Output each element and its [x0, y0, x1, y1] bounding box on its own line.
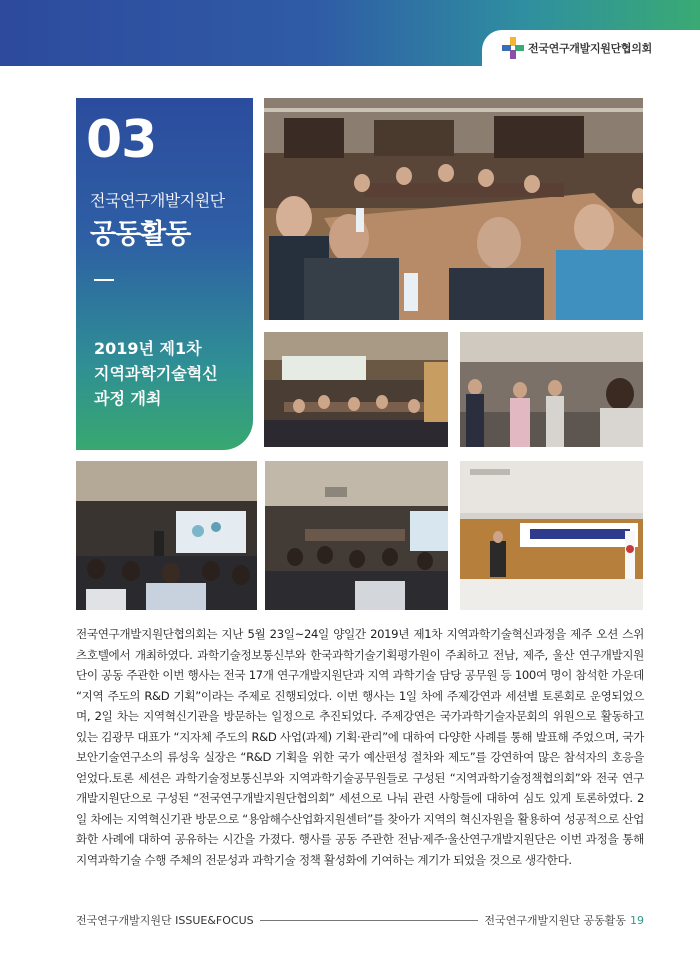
section-title-panel — [76, 98, 253, 450]
photo-roundtable-meeting — [264, 98, 643, 320]
page-number: 19 — [630, 913, 644, 927]
event-title — [94, 336, 218, 411]
page-footer — [76, 912, 644, 928]
org-logo-icon — [502, 37, 524, 59]
section-subtitle: 전국연구개발지원단 — [90, 191, 225, 210]
section-divider — [94, 279, 114, 281]
event-title-line: 2019년 제1차 — [94, 339, 202, 358]
photo-presentation-hall — [265, 461, 448, 610]
event-title-line: 지역과학기술혁신 — [94, 364, 218, 383]
footer-publication: 전국연구개발지원단 ISSUE&FOCUS — [76, 914, 254, 927]
photo-stage-banner — [460, 461, 643, 610]
footer-rule — [260, 920, 479, 921]
photo-attendees-standing — [460, 332, 643, 447]
event-title-line: 과정 개최 — [94, 389, 162, 408]
section-title: 공동활동 — [90, 219, 191, 250]
footer-section: 전국연구개발지원단 공동활동 — [484, 914, 626, 927]
photo-seminar-room — [264, 332, 448, 447]
org-name: 전국연구개발지원단협의회 — [528, 42, 652, 55]
header-logo-tab — [482, 30, 700, 66]
section-number: 03 — [86, 110, 157, 170]
photo-lecture-audience — [76, 461, 257, 610]
article-body: 전국연구개발지원단협의회는 지난 5월 23일~24일 양일간 2019년 제1차 지역과학기술혁신과정을 제주 오션 스위츠호텔에서 개최하였다. 과학기술정보통신부와 한국과학기술기획평가원이 주최하고 전남, 제주, 울산 연구개발지원단이 공동 주관한 이번 행사는 전국 17개 연구개발지원단과 지역 과학기술 담당 공무원 등 100여 명이 참석한 가운데 “지역 주도의 R&D 기획”이라는 주제로 진행되었다. 이번 행사는 1일 차에 주제강연과 세션별 토론회로 운영되었으며, 2일 차는 지역혁신기관을 방문하는 일정으로 추진되었다. 주제강연은 국가과학기술자문회의 위원으로 활동하고 있는 김광무 대표가 “지자체 주도의 R&D 사업(과제) 기획·관리”에 대하여 다양한 사례를 통해 발표해 주었으며, 국가보안기술연구소의 류성욱 실장은 “R&D 기획을 위한 국가 예산편성 절차와 제도”를 강연하여 많은 참석자의 호응을 얻었다.토론 세션은 과학기술정보통신부와 지역과학기술공무원들로 구성된 “지역과학기술정책협의회”와 전국 연구개발지원단으로 구성된 “전국연구개발지원단협의회” 세션으로 나눠 관련 사항들에 대하여 심도 있게 토론하였다. 2일 차에는 지역혁신기관 방문으로 “용암해수산업화지원센터”를 찾아가 지역의 혁신자원을 활용하여 성공적으로 산업화한 사례에 대하여 공유하는 시간을 가졌다. 행사를 공동 주관한 전남·제주·울산연구개발지원단은 이번 과정을 통해 지역과학기술 수행 주체의 전문성과 과학기술 정책 활성화에 기여하는 계기가 되었을 것으로 생각한다. — [76, 627, 644, 867]
